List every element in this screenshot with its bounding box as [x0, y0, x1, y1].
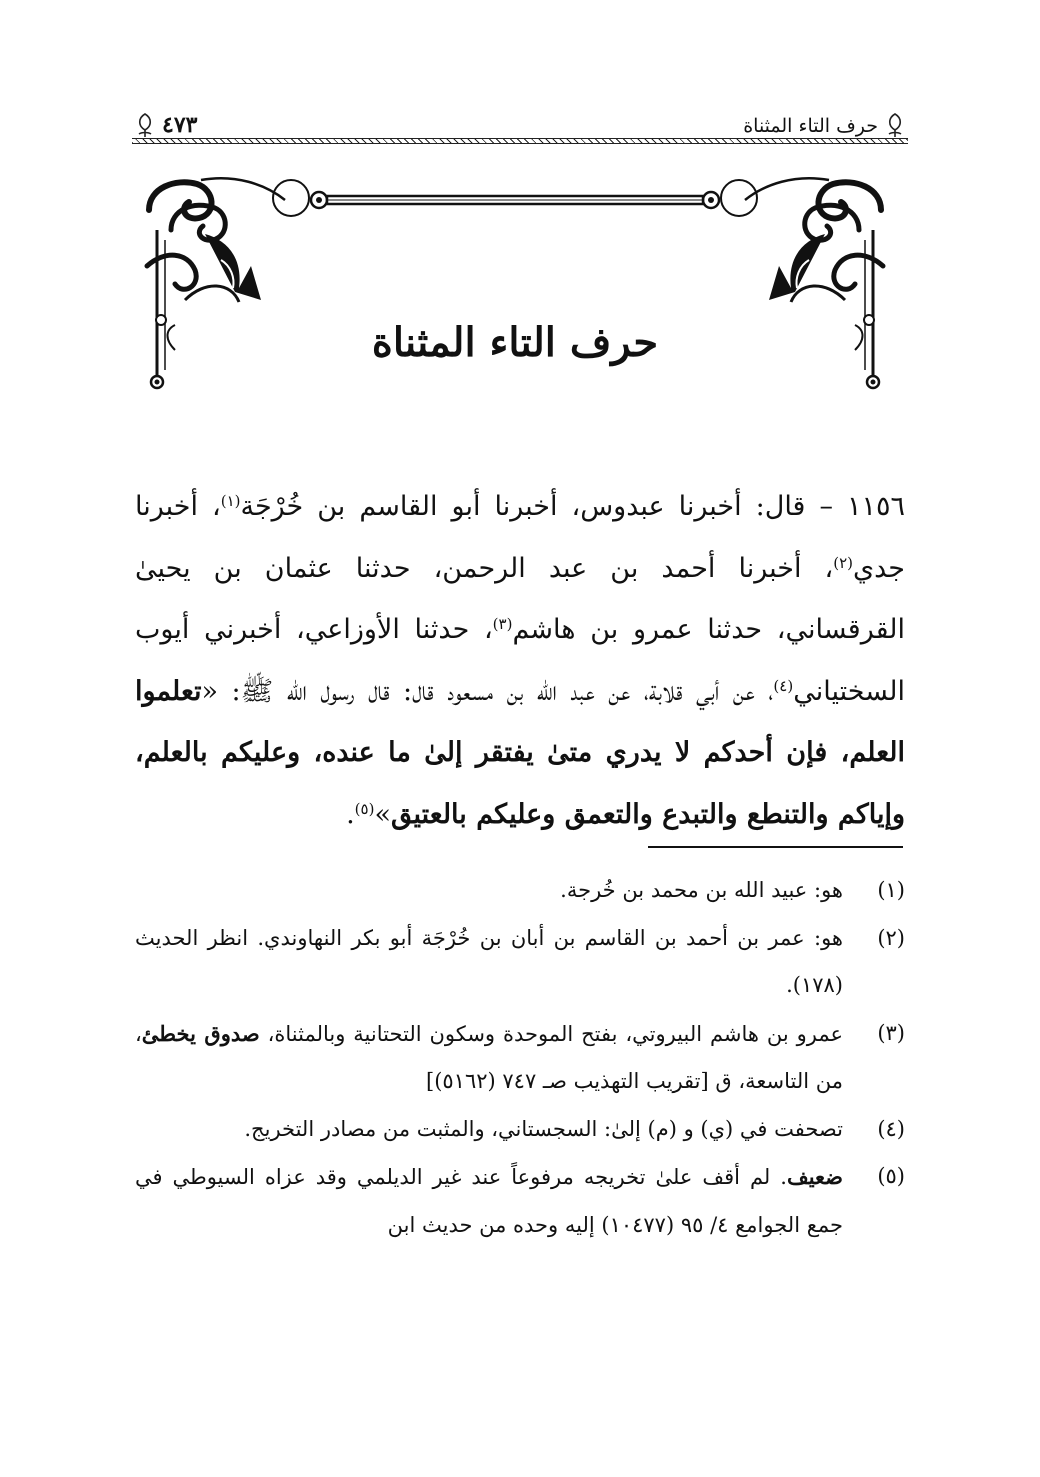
text-segment: ، أخبرنا أحمد بن عبد الرحمن، حدثنا عثمان بن يحيىٰ القرقساني، حدثنا عمرو بن هاشم — [135, 552, 905, 645]
running-header — [132, 108, 908, 144]
footnote-number: (١) — [877, 878, 905, 902]
footnote — [135, 867, 905, 915]
footnote-ref[interactable]: (٤) — [773, 676, 794, 695]
footnote — [135, 1153, 905, 1249]
footnote-number: (٤) — [877, 1116, 905, 1141]
chapter-title-frame — [135, 170, 895, 420]
page-number: ٤٧٣ — [162, 112, 198, 138]
footnote-ref[interactable]: (٢) — [833, 553, 853, 572]
flourish-icon — [134, 112, 156, 138]
footnote — [135, 915, 905, 1010]
footnote-number: (٢) — [877, 925, 905, 950]
quote-close: » — [374, 798, 391, 830]
footnote-text: هو: عمر بن أحمد بن القاسم بن أبان بن خُرْجَة أبو بكر النهاوندي. انظر الحديث (١٧٨). — [135, 925, 843, 997]
footnote-text: هو: عبيد الله بن محمد بن خُرجة. — [560, 878, 843, 902]
hadith-text — [135, 476, 905, 845]
footnote — [135, 1010, 905, 1106]
footnote-number: (٣) — [877, 1020, 905, 1045]
footnote-grade: صدوق يخطئ — [141, 1020, 260, 1046]
footnote-text: تصحفت في (ي) و (م) إلىٰ: السجستاني، والمثبت من مصادر التخريج. — [244, 1116, 843, 1141]
running-title: حرف التاء المثناة — [743, 115, 878, 137]
footnote-number: (٥) — [877, 1164, 905, 1188]
footnote-ref[interactable]: (١) — [220, 492, 241, 510]
ornamental-frame-icon — [135, 170, 895, 420]
footnote-separator — [648, 846, 903, 848]
footnote-text: عمرو بن هاشم البيروتي، بفتح الموحدة وسكون التحتانية وبالمثناة، — [259, 1021, 844, 1046]
footnote — [135, 1106, 905, 1154]
footnote-grade: ضعيف — [786, 1164, 843, 1189]
text-segment: – قال: أخبرنا عبدوس، أخبرنا أبو القاسم بن خُرْجَة — [240, 491, 847, 522]
text-segment: ، حدثنا الأوزاعي، أخبرني أيوب السختياني — [135, 614, 905, 707]
footnote-text: . لم أقف علىٰ تخريجه مرفوعاً عند غير الديلمي وقد عزاه السيوطي في جمع الجوامع ٤/ ٩٥ (١٠٤٧٧) إليه وحده من حديث ابن — [135, 1165, 843, 1237]
footnote-text: ، من التاسعة، ق [تقريب التهذيب صـ ٧٤٧ (٥١٦٢)] — [135, 1021, 843, 1093]
hadith-number: ١١٥٦ — [846, 491, 905, 522]
header-rule — [132, 138, 908, 144]
flourish-icon — [884, 112, 906, 138]
footnotes — [135, 867, 905, 1249]
footnote-ref[interactable]: (٥) — [354, 799, 375, 818]
text-segment: . — [346, 798, 355, 830]
chapter-title: حرف التاء المثناة — [371, 319, 659, 366]
text-segment: ، عن أبي قلابة، عن عبد الله بن مسعود قال: قال رسول الله ﷺ: « — [201, 675, 774, 707]
footnote-ref[interactable]: (٣) — [492, 615, 513, 633]
hadith-quote: تعلموا العلم، فإن أحدكم لا يدري متىٰ يفتقر إلىٰ ما عنده، وعليكم بالعلم، وإياكم والتنطع والتبدع والتعمق وعليكم بالعتيق — [135, 675, 905, 830]
text-segment: ، أخبرنا جدي — [135, 491, 905, 584]
